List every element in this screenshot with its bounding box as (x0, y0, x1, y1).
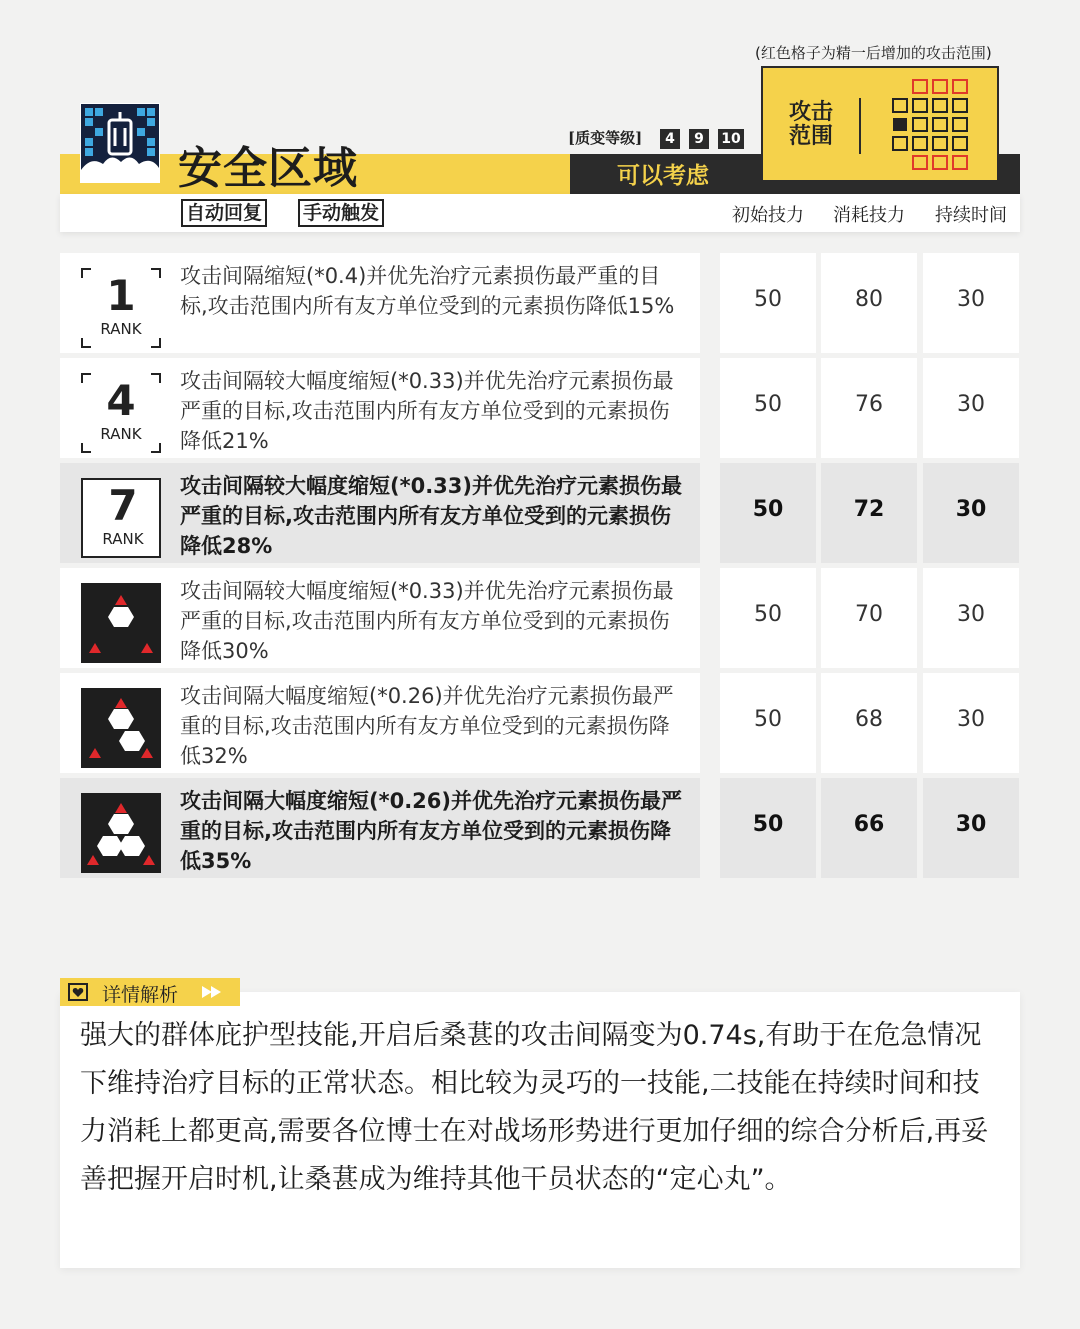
attack-range-grid (891, 78, 973, 172)
rank-description: 攻击间隔较大幅度缩短(*0.33)并优先治疗元素损伤最严重的目标,攻击范围内所有友方单位受到的元素损伤降低21% (180, 369, 674, 453)
range-note: (红色格子为精一后增加的攻击范围) (755, 44, 992, 62)
initial-sp-value: 50 (752, 497, 784, 522)
rank-description: 攻击间隔较大幅度缩短(*0.33)并优先治疗元素损伤最严重的目标,攻击范围内所有友方单位受到的元素损伤降低30% (180, 579, 674, 663)
initial-sp-value: 50 (752, 812, 784, 837)
sp-cost-value: 68 (855, 707, 883, 732)
attack-range-label: 攻击范围 (788, 100, 833, 149)
duration-value: 30 (957, 287, 985, 312)
mastery-level-chip: 4 (660, 129, 680, 149)
rank-description: 攻击间隔较大幅度缩短(*0.33)并优先治疗元素损伤最严重的目标,攻击范围内所有友方单位受到的元素损伤降低28% (180, 474, 682, 558)
rank-label: RANK (100, 425, 142, 443)
mastery-level-chip: 10 (718, 129, 744, 149)
duration-value: 30 (955, 497, 987, 522)
rank-row (60, 673, 1020, 773)
duration-value: 30 (957, 392, 985, 417)
column-header-duration: 持续时间 (935, 205, 1007, 226)
mastery-1-icon (81, 583, 161, 663)
double-arrow-icon (200, 984, 224, 1000)
rank-number: 7 (108, 481, 138, 530)
skill-tag: 自动回复 (181, 199, 267, 227)
initial-sp-value: 50 (754, 602, 782, 627)
mastery-3-icon (81, 793, 161, 873)
initial-sp-value: 50 (754, 392, 782, 417)
duration-value: 30 (957, 707, 985, 732)
column-header-initial-sp: 初始技力 (732, 205, 804, 226)
initial-sp-value: 50 (754, 287, 782, 312)
rank-label: RANK (100, 320, 142, 338)
mastery-2-icon (81, 688, 161, 768)
heart-box-icon (68, 983, 88, 1001)
rank-label: RANK (102, 530, 144, 548)
column-header-sp-cost: 消耗技力 (833, 205, 905, 226)
rank-row-highlighted (60, 778, 1020, 878)
initial-sp-value: 50 (754, 707, 782, 732)
sp-cost-value: 72 (853, 497, 885, 522)
rank-number: 4 (106, 376, 136, 425)
duration-value: 30 (957, 602, 985, 627)
mastery-label: [质变等级] (568, 129, 643, 147)
skill-tag: 手动触发 (298, 199, 384, 227)
rank-row (60, 253, 1020, 353)
rank-row-highlighted (60, 463, 1020, 563)
mastery-level-chip: 9 (689, 129, 709, 149)
sp-cost-value: 80 (855, 287, 883, 312)
rank-row (60, 568, 1020, 668)
rank-row (60, 358, 1020, 458)
duration-value: 30 (955, 812, 987, 837)
analysis-text: 强大的群体庇护型技能,开启后桑葚的攻击间隔变为0.74s,有助于在危急情况下维持治疗目标的正常状态。相比较为灵巧的一技能,二技能在持续时间和技力消耗上都更高,需要各位博士在对战场形势进行更加仔细的综合分析后,再妥善把握开启时机,让桑葚成为维持其他干员状态的“定心丸”。 (80, 1020, 989, 1195)
sp-cost-value: 70 (855, 602, 883, 627)
divider (859, 98, 861, 154)
verdict-text: 可以考虑 (617, 163, 709, 189)
rank-badge (81, 268, 161, 348)
attack-range-panel (761, 66, 999, 182)
rank-badge (81, 373, 161, 453)
rank-description: 攻击间隔大幅度缩短(*0.26)并优先治疗元素损伤最严重的目标,攻击范围内所有友方单位受到的元素损伤降低32% (180, 684, 674, 768)
skill-title: 安全区域 (178, 143, 358, 194)
sp-cost-value: 66 (853, 812, 885, 837)
skill-icon (80, 103, 160, 183)
rank-description: 攻击间隔缩短(*0.4)并优先治疗元素损伤最严重的目标,攻击范围内所有友方单位受到的元素损伤降低15% (180, 264, 675, 318)
sp-cost-value: 76 (855, 392, 883, 417)
rank-badge (81, 478, 161, 558)
rank-description: 攻击间隔大幅度缩短(*0.26)并优先治疗元素损伤最严重的目标,攻击范围内所有友方单位受到的元素损伤降低35% (180, 789, 682, 873)
rank-number: 1 (106, 271, 136, 320)
analysis-label: 详情解析 (102, 984, 179, 1006)
